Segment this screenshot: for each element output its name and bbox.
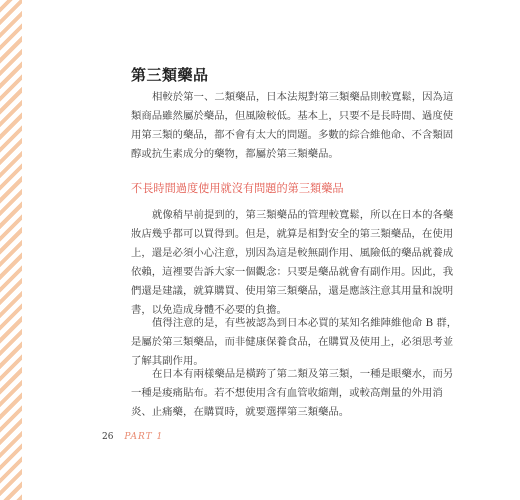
text-line: 炎、止痛藥，在購買時，就要選擇第三類藥品。 [131,406,350,418]
text-line: 妝店幾乎都可以買得到。但是，就算是相對安全的第三類藥品，在使用 [131,228,454,240]
text-line: 是屬於第三類藥品，而非健康保養食品，在購買及使用上，必須思考並 [131,336,454,348]
intro-paragraph [131,88,454,164]
decorative-stripe-bar [0,0,22,500]
text-line: 類商品雖然屬於藥品，但風險較低。基本上，只要不是長時間、過度使 [131,110,454,122]
text-line: 就像稍早前提到的，第三類藥品的管理較寬鬆，所以在日本的各藥 [152,209,454,221]
text-line: 們還是建議，就算購買、使用第三類藥品，還是應該注意其用量和說明 [131,285,454,297]
text-line: 了解其副作用。 [131,355,204,367]
body-paragraph-2 [131,314,458,371]
text-line: 醇或抗生素成分的藥物，都屬於第三類藥品。 [131,148,339,160]
page-footer [102,432,163,442]
text-line: 依賴，這裡要告訴大家一個觀念：只要是藥品就會有副作用。因此，我 [131,266,454,278]
page-title: 第三類藥品 [131,66,209,84]
body-paragraph-3 [131,365,454,422]
text-line: 在日本有兩樣藥品是橫跨了第二類及第三類，一種是眼藥水，而另 [152,368,454,380]
part-label: PART 1 [124,432,164,442]
text-line: 用第三類的藥品，都不會有太大的問題。多數的綜合維他命、不含類固 [131,129,454,141]
section-heading: 不長時間過度使用就沒有問題的第三類藥品 [131,182,344,195]
body-paragraph-1 [131,206,454,320]
text-line: 上，還是必須小心注意，別因為這是較無副作用、風險低的藥品就養成 [131,247,454,259]
text-line: 一種是痠痛貼布。若不想使用含有血管收縮劑，或較高劑量的外用消 [131,387,443,399]
page-number: 26 [102,432,114,442]
text-line: 值得注意的是，有些被認為到日本必買的某知名維陣維他命 B 群， [152,317,458,329]
text-line: 書，以免造成身體不必要的負擔。 [131,304,287,316]
text-line: 相較於第一、二類藥品，日本法規對第三類藥品則較寬鬆，因為這 [152,91,454,103]
